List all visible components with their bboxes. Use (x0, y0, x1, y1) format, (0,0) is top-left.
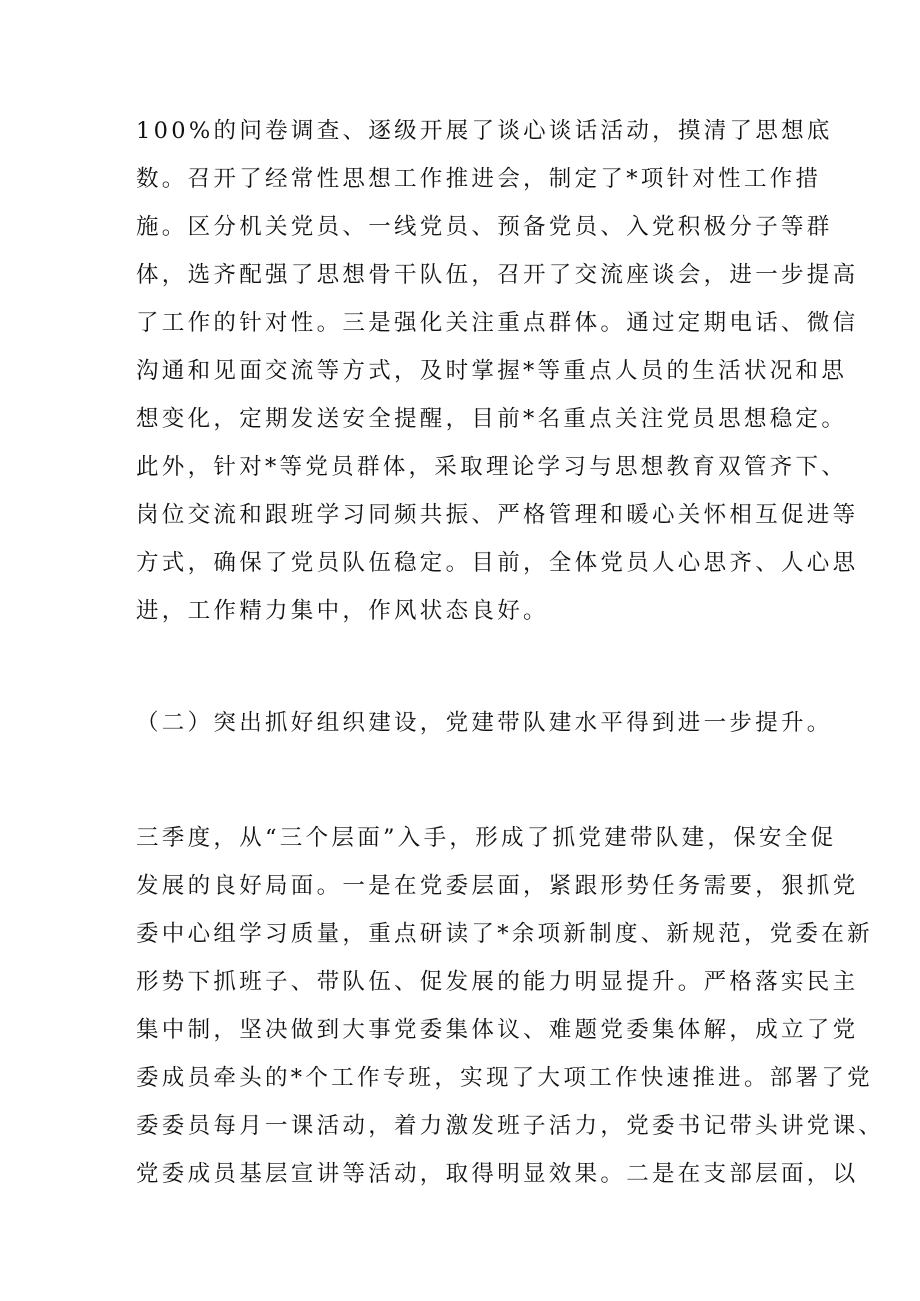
paragraph-line: 三季度，从“三个层面”入手，形成了抓党建带队建，保安全促 (136, 825, 837, 851)
paragraph-line: 形势下抓班子、带队伍、促发展的能力明显提升。严格落实民主 (136, 969, 859, 995)
paragraph-line: 方式，确保了党员队伍稳定。目前，全体党员人心思齐、人心思 (136, 550, 859, 576)
paragraph-line: 了工作的针对性。三是强化关注重点群体。通过定期电话、微信 (136, 310, 859, 336)
paragraph-line: 体，选齐配强了思想骨干队伍，召开了交流座谈会，进一步提高 (136, 262, 859, 288)
paragraph-line: 党委成员基层宣讲等活动，取得明显效果。二是在支部层面，以 (136, 1161, 859, 1187)
paragraph-line: 想变化，定期发送安全提醒，目前*名重点关注党员思想稳定。 (136, 406, 848, 432)
paragraph-line: 此外，针对*等党员群体，采取理论学习与思想教育双管齐下、 (136, 454, 848, 480)
paragraph-line: 进，工作精力集中，作风状态良好。 (136, 598, 549, 624)
paragraph-line: 岗位交流和跟班学习同频共振、严格管理和暖心关怀相互促进等 (136, 502, 859, 528)
paragraph-line: 委委员每月一课活动，着力激发班子活力，党委书记带头讲党课、 (136, 1113, 885, 1139)
paragraph-line: 沟通和见面交流等方式，及时掌握*等重点人员的生活状况和思 (136, 358, 848, 384)
paragraph-line: 集中制，坚决做到大事党委集体议、难题党委集体解，成立了党 (136, 1017, 859, 1043)
paragraph-line: 数。召开了经常性思想工作推进会，制定了*项针对性工作措 (136, 166, 822, 192)
paragraph-line: 施。区分机关党员、一线党员、预备党员、入党积极分子等群 (136, 214, 833, 240)
section-heading: （二）突出抓好组织建设，党建带队建水平得到进一步提升。 (136, 710, 833, 736)
paragraph-line: 委成员牵头的*个工作专班，实现了大项工作快速推进。部署了党 (136, 1065, 873, 1091)
paragraph-line: 100%的问卷调查、逐级开展了谈心谈话活动，摸清了思想底 (136, 118, 833, 144)
paragraph-line: 委中心组学习质量，重点研读了*余项新制度、新规范，党委在新 (136, 921, 873, 947)
paragraph-line: 发展的良好局面。一是在党委层面，紧跟形势任务需要，狠抓党 (136, 873, 859, 899)
